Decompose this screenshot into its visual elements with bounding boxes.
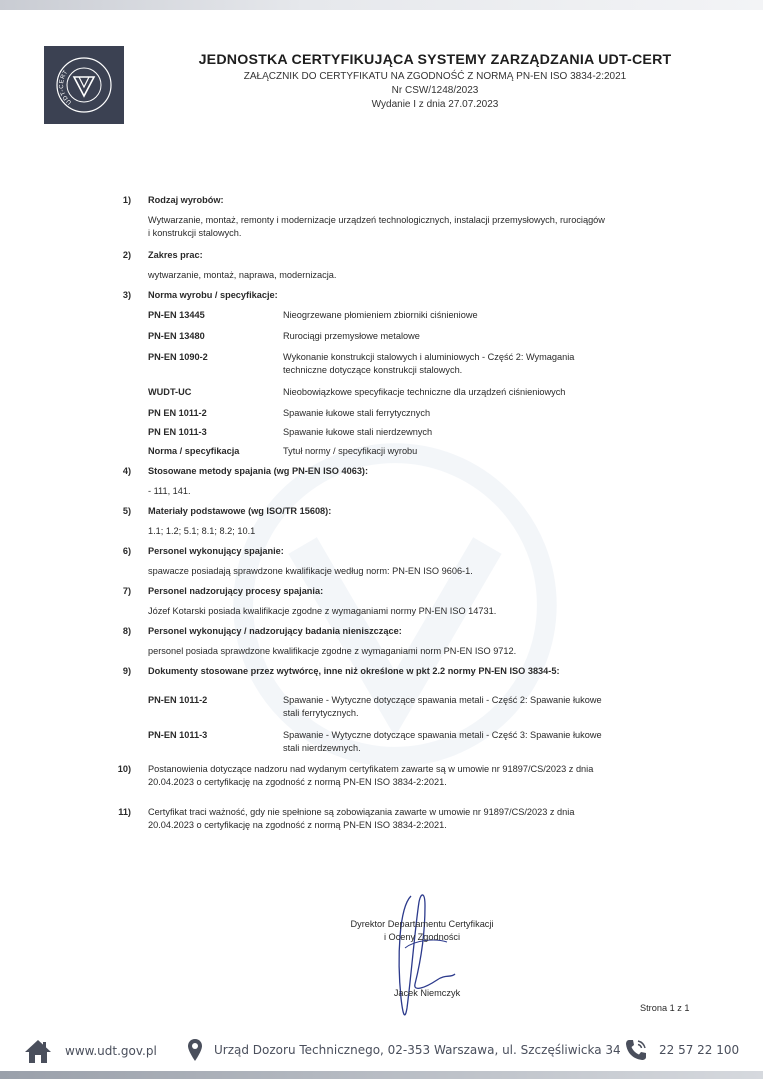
spec-code: PN-EN 1090-2 xyxy=(148,352,208,362)
logo-ring-text: UDT-CERT xyxy=(58,69,73,106)
phone-icon xyxy=(624,1038,648,1062)
location-pin-icon xyxy=(187,1038,203,1062)
section-number: 4) xyxy=(122,466,131,476)
spec-row xyxy=(125,386,605,399)
section-text: wytwarzanie, montaż, naprawa, modernizacja. xyxy=(148,270,337,280)
section-title: Personel wykonujący spajanie: xyxy=(148,546,284,556)
spec-code: WUDT-UC xyxy=(148,387,192,397)
section-number: 2) xyxy=(122,250,131,260)
page-number: Strona 1 z 1 xyxy=(640,1003,690,1013)
section-1 xyxy=(122,194,605,240)
section-number: 8) xyxy=(122,626,131,636)
document-body xyxy=(117,194,605,832)
footer-website[interactable] xyxy=(24,1038,157,1064)
signatory-name: Jacek Niemczyk xyxy=(393,988,461,998)
doc-row xyxy=(125,729,605,755)
section-title: Personel nadzorujący procesy spajania: xyxy=(148,586,324,596)
spec-row xyxy=(125,407,605,420)
spec-desc: Wykonanie konstrukcji stalowych i aluminiowych - Część 2: Wymagania techniczne dotyczące konstrukcji stalowych. xyxy=(283,352,575,375)
footer-address xyxy=(187,1038,621,1062)
section-title: Materiały podstawowe (wg ISO/TR 15608): xyxy=(148,506,332,516)
spec-code: PN EN 1011-2 xyxy=(148,408,207,418)
section-text: 1.1; 1.2; 5.1; 8.1; 8.2; 10.1 xyxy=(148,526,256,536)
section-title: Norma wyrobu / specyfikacje: xyxy=(148,290,278,300)
udt-cert-logo xyxy=(44,46,124,124)
section-7 xyxy=(122,585,605,618)
handwritten-signature xyxy=(385,888,465,1028)
section-title: Zakres prac: xyxy=(148,250,203,260)
phone-number[interactable]: 22 57 22 100 xyxy=(659,1043,740,1057)
section-9 xyxy=(122,665,605,755)
section-4 xyxy=(122,465,605,498)
issue-date: Wydanie I z dnia 27.07.2023 xyxy=(371,99,499,110)
spec-code: Norma / specyfikacja xyxy=(148,446,240,456)
section-text: - 111, 141. xyxy=(148,486,191,496)
section-text: Postanowienia dotyczące nadzoru nad wydanym certyfikatem zawarte są w umowie nr 91897/CS/2023 z dnia 20.04.2023 o certyfikację na zgodność z normą PN-EN ISO 3834-2:2021. xyxy=(148,764,594,787)
spec-desc: Tytuł normy / specyfikacji wyrobu xyxy=(283,446,418,456)
doc-desc: Spawanie - Wytyczne dotyczące spawania metali - Część 2: Spawanie łukowe stali ferrytycznych. xyxy=(283,695,602,718)
section-number: 10) xyxy=(117,764,131,774)
section-text: personel posiada sprawdzone kwalifikacje zgodne z wymaganiami norm PN-EN ISO 9712. xyxy=(148,646,517,656)
home-icon xyxy=(24,1038,52,1064)
spec-row xyxy=(125,309,605,322)
section-number: 7) xyxy=(122,586,131,596)
section-8 xyxy=(122,625,605,658)
document-header xyxy=(150,52,720,110)
spec-desc: Nieobowiązkowe specyfikacje techniczne dla urządzeń ciśnieniowych xyxy=(283,387,566,397)
doc-code: PN-EN 1011-3 xyxy=(148,730,208,740)
section-text: Certyfikat traci ważność, gdy nie spełnione są zobowiązania zawarte w umowie nr 91897/CS/2023 z dnia 20.04.2023 o certyfikację na zgodność z normą PN-EN ISO 3834-2:2021. xyxy=(148,807,575,830)
section-text: spawacze posiadają sprawdzone kwalifikacje według norm: PN-EN ISO 9606-1. xyxy=(148,566,473,576)
spec-row xyxy=(125,330,605,343)
footer xyxy=(0,1030,763,1070)
section-2 xyxy=(122,249,605,282)
doc-row xyxy=(125,694,605,720)
section-title: Dokumenty stosowane przez wytwórcę, inne niż określone w pkt 2.2 normy PN-EN ISO 3834-5: xyxy=(148,666,560,676)
spec-desc: Spawanie łukowe stali nierdzewnych xyxy=(283,427,433,437)
spec-code: PN-EN 13445 xyxy=(148,310,205,320)
footer-phone[interactable] xyxy=(624,1038,739,1062)
section-text: Józef Kotarski posiada kwalifikacje zgodne z wymaganiami normy PN-EN ISO 14731. xyxy=(148,606,497,616)
signatory-role-line2: i Oceny Zgodności xyxy=(383,932,461,942)
website-link[interactable]: www.udt.gov.pl xyxy=(65,1044,157,1058)
section-number: 11) xyxy=(118,807,131,817)
spec-desc: Rurociągi przemysłowe metalowe xyxy=(283,331,420,341)
doc-code: PN-EN 1011-2 xyxy=(148,695,208,705)
section-number: 1) xyxy=(122,195,131,205)
spec-row xyxy=(125,445,605,458)
top-edge xyxy=(0,0,763,10)
certificate-number: Nr CSW/1248/2023 xyxy=(391,85,479,96)
section-5 xyxy=(122,505,605,538)
section-number: 3) xyxy=(122,290,131,300)
spec-desc: Spawanie łukowe stali ferrytycznych xyxy=(283,408,431,418)
spec-code: PN-EN 13480 xyxy=(148,331,205,341)
bottom-edge xyxy=(0,1071,763,1079)
signatory-role xyxy=(337,918,507,944)
section-10 xyxy=(117,763,605,789)
spec-row xyxy=(125,426,605,439)
header-subtitle: ZAŁĄCZNIK DO CERTYFIKATU NA ZGODNOŚĆ Z NORMĄ PN-EN ISO 3834-2:2021 xyxy=(243,71,627,82)
section-title: Stosowane metody spajania (wg PN-EN ISO 4063): xyxy=(148,466,369,476)
signatory-role-line1: Dyrektor Departamentu Certyfikacji xyxy=(350,919,494,929)
section-text: Wytwarzanie, montaż, remonty i modernizacje urządzeń technologicznych, instalacji przemysłowych, rurociągów i konstrukcji stalowych. xyxy=(148,215,605,238)
spec-desc: Nieogrzewane płomieniem zbiorniki ciśnieniowe xyxy=(283,310,478,320)
address-text: Urząd Dozoru Technicznego, 02-353 Warszawa, ul. Szczęśliwicka 34 xyxy=(214,1043,621,1057)
spec-row xyxy=(125,351,605,377)
section-title: Rodzaj wyrobów: xyxy=(148,195,224,205)
section-title: Personel wykonujący / nadzorujący badania nieniszczące: xyxy=(148,626,402,636)
section-6 xyxy=(122,545,605,578)
doc-desc: Spawanie - Wytyczne dotyczące spawania metali - Część 3: Spawanie łukowe stali nierdzewnych. xyxy=(283,730,602,753)
section-number: 5) xyxy=(122,506,131,516)
section-number: 6) xyxy=(122,546,131,556)
page-title: JEDNOSTKA CERTYFIKUJĄCA SYSTEMY ZARZĄDZANIA UDT-CERT xyxy=(198,52,672,68)
section-11 xyxy=(118,806,605,832)
spec-code: PN EN 1011-3 xyxy=(148,427,207,437)
section-3 xyxy=(122,289,605,458)
section-number: 9) xyxy=(122,666,131,676)
